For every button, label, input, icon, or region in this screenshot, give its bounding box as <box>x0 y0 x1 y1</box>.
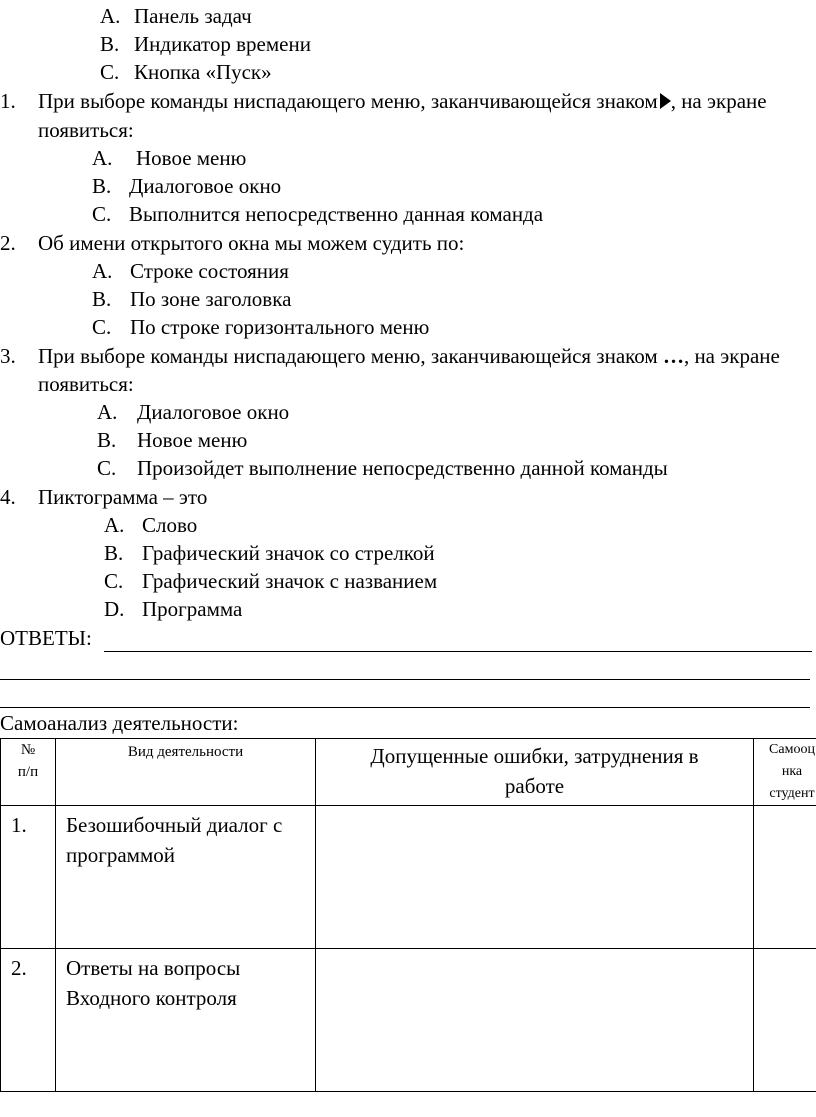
question-continuation: появиться: <box>38 372 134 396</box>
option-letter: A. <box>92 146 113 170</box>
self-analysis-table <box>0 738 816 1092</box>
row-self-assessment-cell[interactable] <box>754 949 816 1092</box>
option-text: Графический значок со стрелкой <box>142 541 435 565</box>
header-activity-text: Вид деятельности <box>127 744 244 760</box>
row-activity-line: Входного контроля <box>66 986 237 1010</box>
option-text: Графический значок с названием <box>142 569 438 593</box>
option-letter: B. <box>92 174 112 198</box>
option-letter: B. <box>104 541 124 565</box>
header-num <box>1 739 56 806</box>
option-item <box>104 512 197 538</box>
option-text: Новое меню <box>136 146 247 170</box>
option-letter: A. <box>100 4 121 28</box>
row-activity-line: Ответы на вопросы <box>66 956 241 980</box>
option-item <box>92 286 291 312</box>
option-text: Панель задач <box>134 4 252 28</box>
row-activity-line: программой <box>66 843 175 867</box>
option-item <box>92 201 543 227</box>
answer-line <box>104 651 812 652</box>
question-number: 3. <box>0 344 16 368</box>
option-text: Кнопка «Пуск» <box>134 60 272 84</box>
header-num-line: № <box>20 742 36 758</box>
table-row <box>1 806 816 949</box>
option-letter: C. <box>97 456 117 480</box>
option-letter: A. <box>92 259 113 283</box>
option-letter: C. <box>92 315 112 339</box>
question-number: 2. <box>0 231 16 255</box>
option-item <box>100 3 252 29</box>
option-text: Диалоговое окно <box>129 174 282 198</box>
option-letter: A. <box>97 400 118 424</box>
option-text: Строке состояния <box>130 259 289 283</box>
option-text: По строке горизонтального меню <box>130 315 430 339</box>
question-continuation: появиться: <box>38 118 134 142</box>
option-text: Программа <box>142 597 243 621</box>
row-num-cell <box>1 949 56 1092</box>
row-errors-cell[interactable] <box>316 949 754 1092</box>
option-item <box>104 568 437 594</box>
question-text <box>38 343 780 369</box>
row-activity-cell <box>56 949 316 1092</box>
option-text: Произойдет выполнение непосредственно данной команды <box>137 456 668 480</box>
answer-line <box>0 707 810 708</box>
option-letter: C. <box>100 60 120 84</box>
option-letter: D. <box>104 597 125 621</box>
header-errors-line: Допущенные ошибки, затруднения в <box>370 744 699 768</box>
option-item <box>97 427 247 453</box>
header-activity <box>56 739 316 806</box>
option-item <box>97 399 289 425</box>
option-letter: B. <box>92 287 112 311</box>
option-text: Слово <box>142 513 198 537</box>
header-self-line: студент <box>769 786 815 801</box>
header-num-line: п/п <box>17 764 39 780</box>
question-text-part: При выборе команды ниспадающего меню, заканчивающейся знаком <box>38 89 658 113</box>
header-self-assessment <box>754 739 816 806</box>
option-letter: B. <box>97 428 117 452</box>
option-text: Новое меню <box>137 428 248 452</box>
row-self-assessment-cell[interactable] <box>754 806 816 949</box>
answer-line <box>0 679 810 680</box>
question-text-part: , на экране <box>683 344 780 368</box>
option-item <box>92 173 281 199</box>
option-text: Индикатор времени <box>134 32 311 56</box>
question-text-part: , на экране <box>670 89 767 113</box>
option-item <box>92 258 289 284</box>
table-header-row <box>1 739 816 806</box>
header-self-line: Самооц <box>769 742 815 757</box>
answers-label: ОТВЕТЫ: <box>0 626 92 650</box>
option-text: По зоне заголовка <box>130 287 292 311</box>
row-num: 2. <box>11 956 27 980</box>
question-text: Пиктограмма – это <box>38 485 208 509</box>
table-row <box>1 949 816 1092</box>
option-item <box>100 59 272 85</box>
header-errors-line: работе <box>504 774 565 798</box>
option-text: Выполнится непосредственно данная команда <box>129 202 544 226</box>
row-activity-cell <box>56 806 316 949</box>
header-self-line: нка <box>781 764 803 779</box>
self-analysis-title: Самоанализ деятельности: <box>0 711 239 735</box>
question-text <box>38 88 767 114</box>
option-item <box>104 596 242 622</box>
header-errors <box>316 739 754 806</box>
row-activity-line: Безошибочный диалог с <box>66 813 283 837</box>
option-item <box>92 314 429 340</box>
option-letter: C. <box>92 202 112 226</box>
option-item <box>92 145 246 171</box>
option-letter: C. <box>104 569 124 593</box>
row-num-cell <box>1 806 56 949</box>
option-letter: B. <box>100 32 120 56</box>
row-num: 1. <box>11 813 27 837</box>
option-letter: A. <box>104 513 125 537</box>
question-number: 4. <box>0 485 16 509</box>
option-text: Диалоговое окно <box>137 400 290 424</box>
ellipsis-symbol: … <box>662 344 684 368</box>
option-item <box>97 455 668 481</box>
question-text: Об имени открытого окна мы можем судить по: <box>38 231 465 255</box>
question-text-part: При выборе команды ниспадающего меню, заканчивающейся знаком <box>38 344 663 368</box>
option-item <box>104 540 435 566</box>
question-number: 1. <box>0 89 16 113</box>
option-item <box>100 31 311 57</box>
triangle-right-icon <box>660 93 671 109</box>
row-errors-cell[interactable] <box>316 806 754 949</box>
